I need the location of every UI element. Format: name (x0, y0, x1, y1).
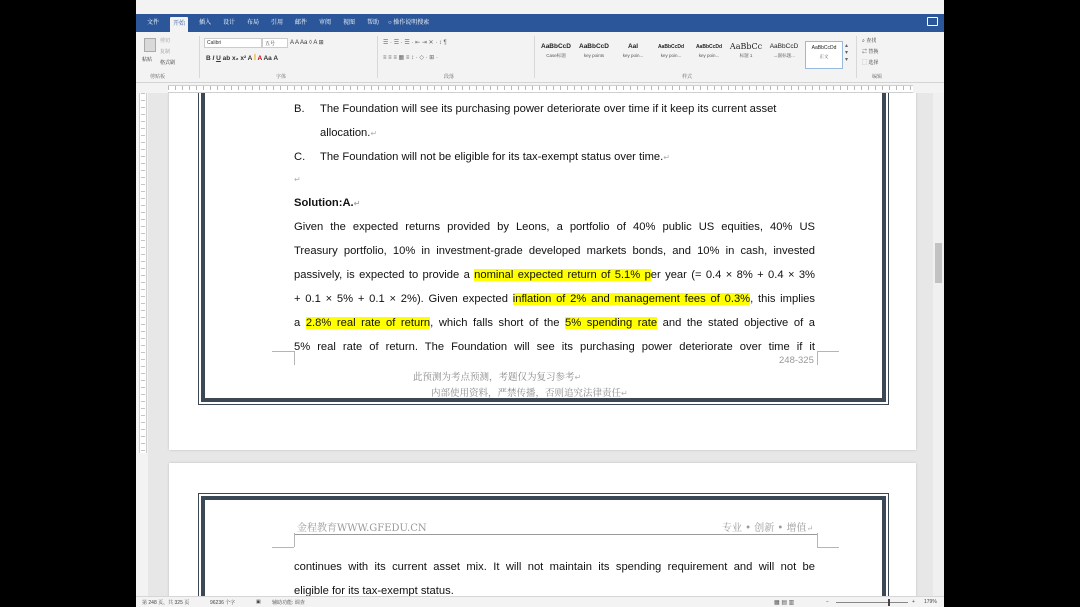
option-c-text: The Foundation will not be eligible for its tax-exempt status over time.↵ (320, 151, 670, 163)
styles-more-icon[interactable]: ▴ ▾ ▾ (845, 43, 849, 63)
zoom-slider[interactable] (836, 602, 908, 603)
list-indent-icons[interactable]: ☰ · ☰ · ☰ · ⇤ ⇥ ✕ · ↕ ¶ (383, 40, 447, 46)
tab-help[interactable]: 帮助 (367, 20, 380, 26)
tab-references[interactable]: 引用 (271, 20, 284, 26)
zoom-level[interactable]: 179% (924, 599, 937, 605)
document-page[interactable] (169, 463, 916, 596)
group-separator (534, 36, 535, 78)
tab-insert[interactable]: 插入 (199, 20, 212, 26)
proofing-icon[interactable]: ▣ (256, 599, 261, 605)
solution-line: Treasury portfolio, 10% in investment-grade developed markets bonds, and 10% in cash, invested (294, 245, 815, 257)
vertical-ruler[interactable] (139, 93, 147, 453)
style-key-points-3[interactable]: AaBbCcDd key poin... (657, 44, 685, 58)
footer-disclaimer-2: 内部使用资料，严禁传播，否则追究法律责任↵ (431, 388, 628, 399)
tab-mailings[interactable]: 邮件 (295, 20, 308, 26)
crop-mark (817, 533, 818, 547)
font-size-value: 五号 (265, 41, 276, 47)
replace-button[interactable]: ⇄ 替换 (862, 49, 879, 55)
clipboard-group-label: 剪贴板 (150, 74, 166, 80)
tab-home[interactable]: 开始 (170, 17, 188, 32)
zoom-slider-thumb[interactable] (888, 599, 890, 606)
style-key-points[interactable]: AaBbCcD key points (579, 43, 609, 58)
page-number: 248-325 (779, 355, 814, 366)
horizontal-ruler[interactable] (136, 83, 944, 93)
zoom-out-icon[interactable]: − (826, 599, 829, 605)
zoom-in-icon[interactable]: + (912, 599, 915, 605)
group-separator (377, 36, 378, 78)
find-button[interactable]: ⌕ 查找 (862, 38, 877, 44)
tab-design[interactable]: 设计 (223, 20, 236, 26)
status-bar (136, 596, 944, 607)
style-normal[interactable]: AaBbCcDd 正文 (805, 41, 843, 69)
tab-view[interactable]: 视图 (343, 20, 356, 26)
footer-disclaimer-1: 此预测为考点预测，考题仅为复习参考↵ (413, 372, 582, 383)
option-b-text-cont: allocation.↵ (320, 127, 378, 139)
paste-label: 粘贴 (142, 57, 153, 63)
paste-button[interactable] (142, 36, 156, 66)
paragraph-mark: ↵ (294, 175, 301, 184)
vertical-scrollbar[interactable] (933, 93, 944, 596)
document-page[interactable] (169, 93, 916, 450)
solution-line: passively, is expected to provide a nominal expected return of 5.1% per year (= 0.4 × 8% + 0.4 × 3% (294, 269, 815, 281)
replace-icon: ⇄ (862, 49, 868, 55)
highlight-spending-rate: 5% spending rate (565, 317, 658, 329)
tab-layout[interactable]: 布局 (247, 20, 260, 26)
ribbon-home (136, 32, 944, 83)
style-key-points-4[interactable]: AaBbCcDd key poin... (695, 44, 723, 58)
select-button[interactable]: ⬚ 选择 (862, 60, 879, 66)
paste-icon (144, 38, 156, 52)
solution-line: continues with its current asset mix. It will not maintain its spending requirement and will not be (294, 561, 815, 573)
copy-button[interactable]: 复制 (160, 49, 171, 55)
styles-group-label: 样式 (682, 74, 693, 80)
crop-mark (294, 351, 295, 365)
crop-mark (817, 533, 839, 548)
solution-line: Given the expected returns provided by Leons, a portfolio of 40% public US equities, 40% US (294, 221, 815, 233)
header-left: 金程教育WWW.GFEDU.CN (297, 523, 427, 534)
style-heading-1[interactable]: AaBbCc 标题 1 (729, 42, 763, 58)
lightbulb-icon: ○ (388, 20, 392, 26)
solution-label: Solution:A.↵ (294, 197, 361, 209)
font-format-icons[interactable]: B I U ab x₂ x² A ꟾ A Aa A (206, 55, 279, 62)
group-separator (199, 36, 200, 78)
document-canvas[interactable] (148, 93, 933, 596)
page-border (201, 496, 886, 596)
highlight-nominal-return: nominal expected return of 5.1% p (474, 269, 651, 281)
accessibility-status[interactable]: 辅助功能: 调查 (272, 600, 305, 606)
crop-mark (294, 533, 295, 547)
option-b-letter: B. (294, 103, 305, 115)
editing-group-label: 编辑 (872, 74, 883, 80)
solution-line-end: eligible for its tax-exempt status. (294, 585, 454, 596)
style-subtitle[interactable]: AaBbCcD →副标题... (769, 43, 799, 58)
solution-line: 5% real rate of return. The Foundation will see its purchasing power deteriorate over time if it (294, 341, 815, 353)
header-rule (294, 534, 817, 535)
font-group-label: 字体 (276, 74, 287, 80)
word-count[interactable]: 96236 个字 (210, 600, 236, 606)
tab-review[interactable]: 审阅 (319, 20, 332, 26)
solution-line: + 0.1 × 5% + 0.1 × 2%). Given expected inflation of 2% and management fees of 0.3%, this implies (294, 293, 815, 305)
option-b-text: The Foundation will see its purchasing power deteriorate over time if it keep its current asset (320, 103, 777, 115)
crop-mark (817, 351, 818, 365)
alignment-icons[interactable]: ≡ ≡ ≡ ▦ ≡ ↕ · ◇ · ⊞ · (383, 55, 438, 61)
option-c-letter: C. (294, 151, 306, 163)
solution-line: a 2.8% real rate of return, which falls short of the 5% spending rate and the stated objective of a (294, 317, 815, 329)
header-right: 专业 • 创新 • 增值↵ (722, 523, 814, 534)
tell-me-search[interactable] (388, 18, 429, 29)
ribbon-tab-bar (136, 14, 944, 32)
style-key-points-2[interactable]: Aal key poin... (622, 43, 644, 58)
crop-mark (272, 533, 294, 548)
scrollbar-thumb[interactable] (935, 243, 942, 283)
select-icon: ⬚ (862, 60, 868, 66)
highlight-real-return: 2.8% real rate of return (305, 317, 431, 329)
tell-me-label: 操作说明搜索 (393, 20, 430, 26)
highlight-inflation-fees: inflation of 2% and management fees of 0.3% (512, 293, 751, 305)
crop-mark (272, 351, 294, 370)
comments-icon[interactable] (927, 17, 938, 26)
view-mode-icons[interactable]: ▦ ▤ ▥ (774, 600, 795, 606)
format-painter-button[interactable]: 格式刷 (160, 60, 176, 66)
tab-file[interactable]: 文件 (147, 20, 160, 26)
style-case-title[interactable]: AaBbCcD Case标题 (541, 43, 571, 58)
search-icon: ⌕ (862, 38, 865, 44)
crop-mark (817, 351, 839, 370)
font-grow-shrink-icon[interactable]: A A Aa ◊ A ⊞ (290, 40, 324, 46)
word-window (136, 0, 944, 607)
font-size-select[interactable] (262, 38, 288, 48)
cut-button[interactable]: 剪切 (160, 38, 171, 44)
paragraph-group-label: 段落 (444, 74, 455, 80)
font-name-value: Calibri (207, 40, 222, 46)
group-separator (856, 36, 857, 78)
font-name-select[interactable] (204, 38, 262, 48)
page-count[interactable]: 第 248 页，共 325 页 (142, 600, 190, 606)
